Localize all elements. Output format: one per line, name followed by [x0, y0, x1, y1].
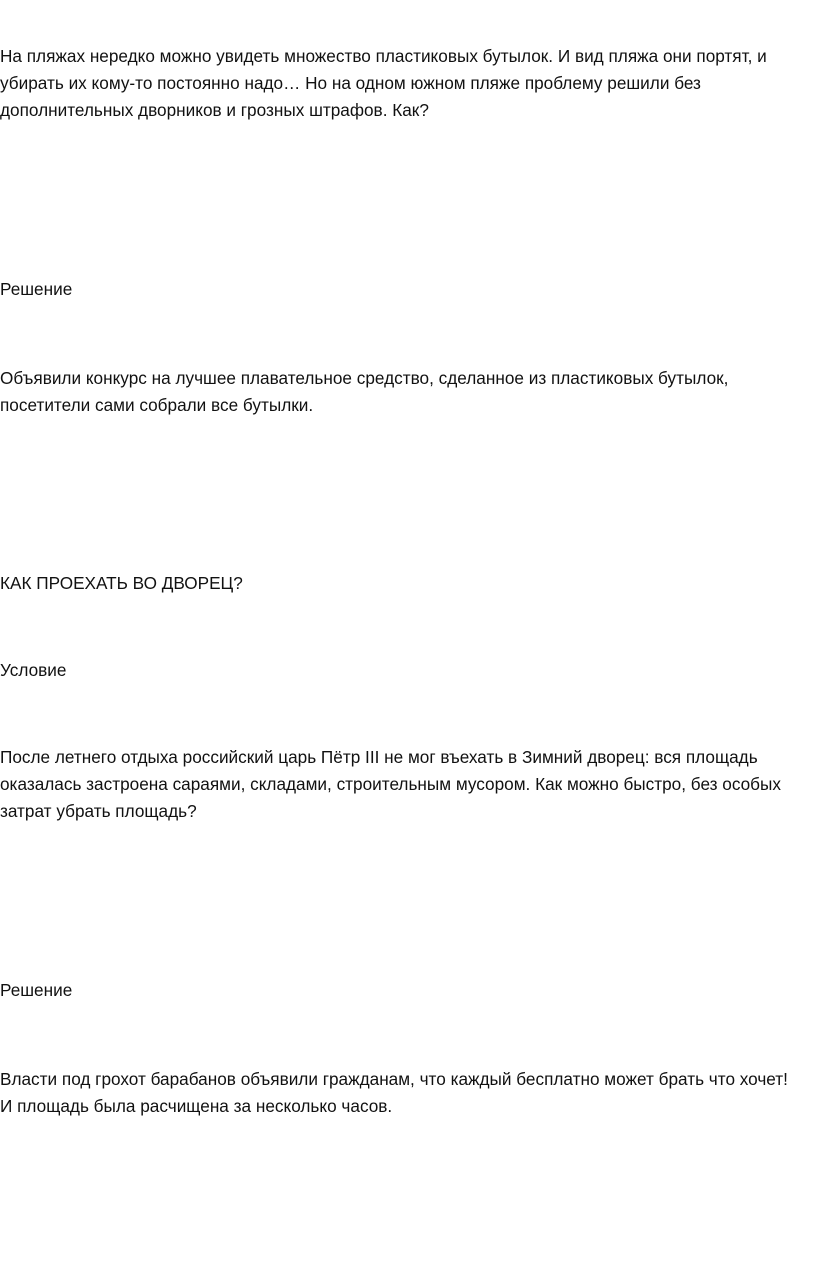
problem2-solution-text [0, 1066, 814, 1120]
problem1-solution-line: посетители сами собрали все бутылки. [0, 395, 314, 415]
problem1-solution-label [0, 276, 814, 303]
problem1-solution-text [0, 365, 814, 419]
solution-label: Решение [0, 279, 73, 299]
solution-label: Решение [0, 980, 73, 1000]
problem2-text-line: После летнего отдыха российский царь Пётр III не мог въехать в Зимний дворец: вся площадь [0, 747, 758, 767]
problem2-text-line: затрат убрать площадь? [0, 801, 197, 821]
problem2-heading [0, 570, 814, 597]
problem2-solution-label [0, 977, 814, 1004]
problem2-text [0, 744, 814, 825]
problem2-condition-label [0, 657, 814, 684]
problem2-text-line: оказалась застроена сараями, складами, строительным мусором. Как можно быстро, без особых [0, 774, 781, 794]
problem1-text-line: дополнительных дворников и грозных штрафов. Как? [0, 100, 429, 120]
problem2-solution-line: Власти под грохот барабанов объявили гражданам, что каждый бесплатно может брать что хочет! [0, 1069, 788, 1089]
condition-label: Условие [0, 660, 67, 680]
problem1-text-line: На пляжах нередко можно увидеть множество пластиковых бутылок. И вид пляжа они портят, и [0, 46, 767, 66]
problem1-text-line: убирать их кому-то постоянно надо… Но на одном южном пляже проблему решили без [0, 73, 701, 93]
section-heading: КАК ПРОЕХАТЬ ВО ДВОРЕЦ? [0, 573, 243, 593]
problem1-text [0, 43, 814, 124]
problem1-solution-line: Объявили конкурс на лучшее плавательное средство, сделанное из пластиковых бутылок, [0, 368, 729, 388]
problem2-solution-line: И площадь была расчищена за несколько часов. [0, 1096, 393, 1116]
